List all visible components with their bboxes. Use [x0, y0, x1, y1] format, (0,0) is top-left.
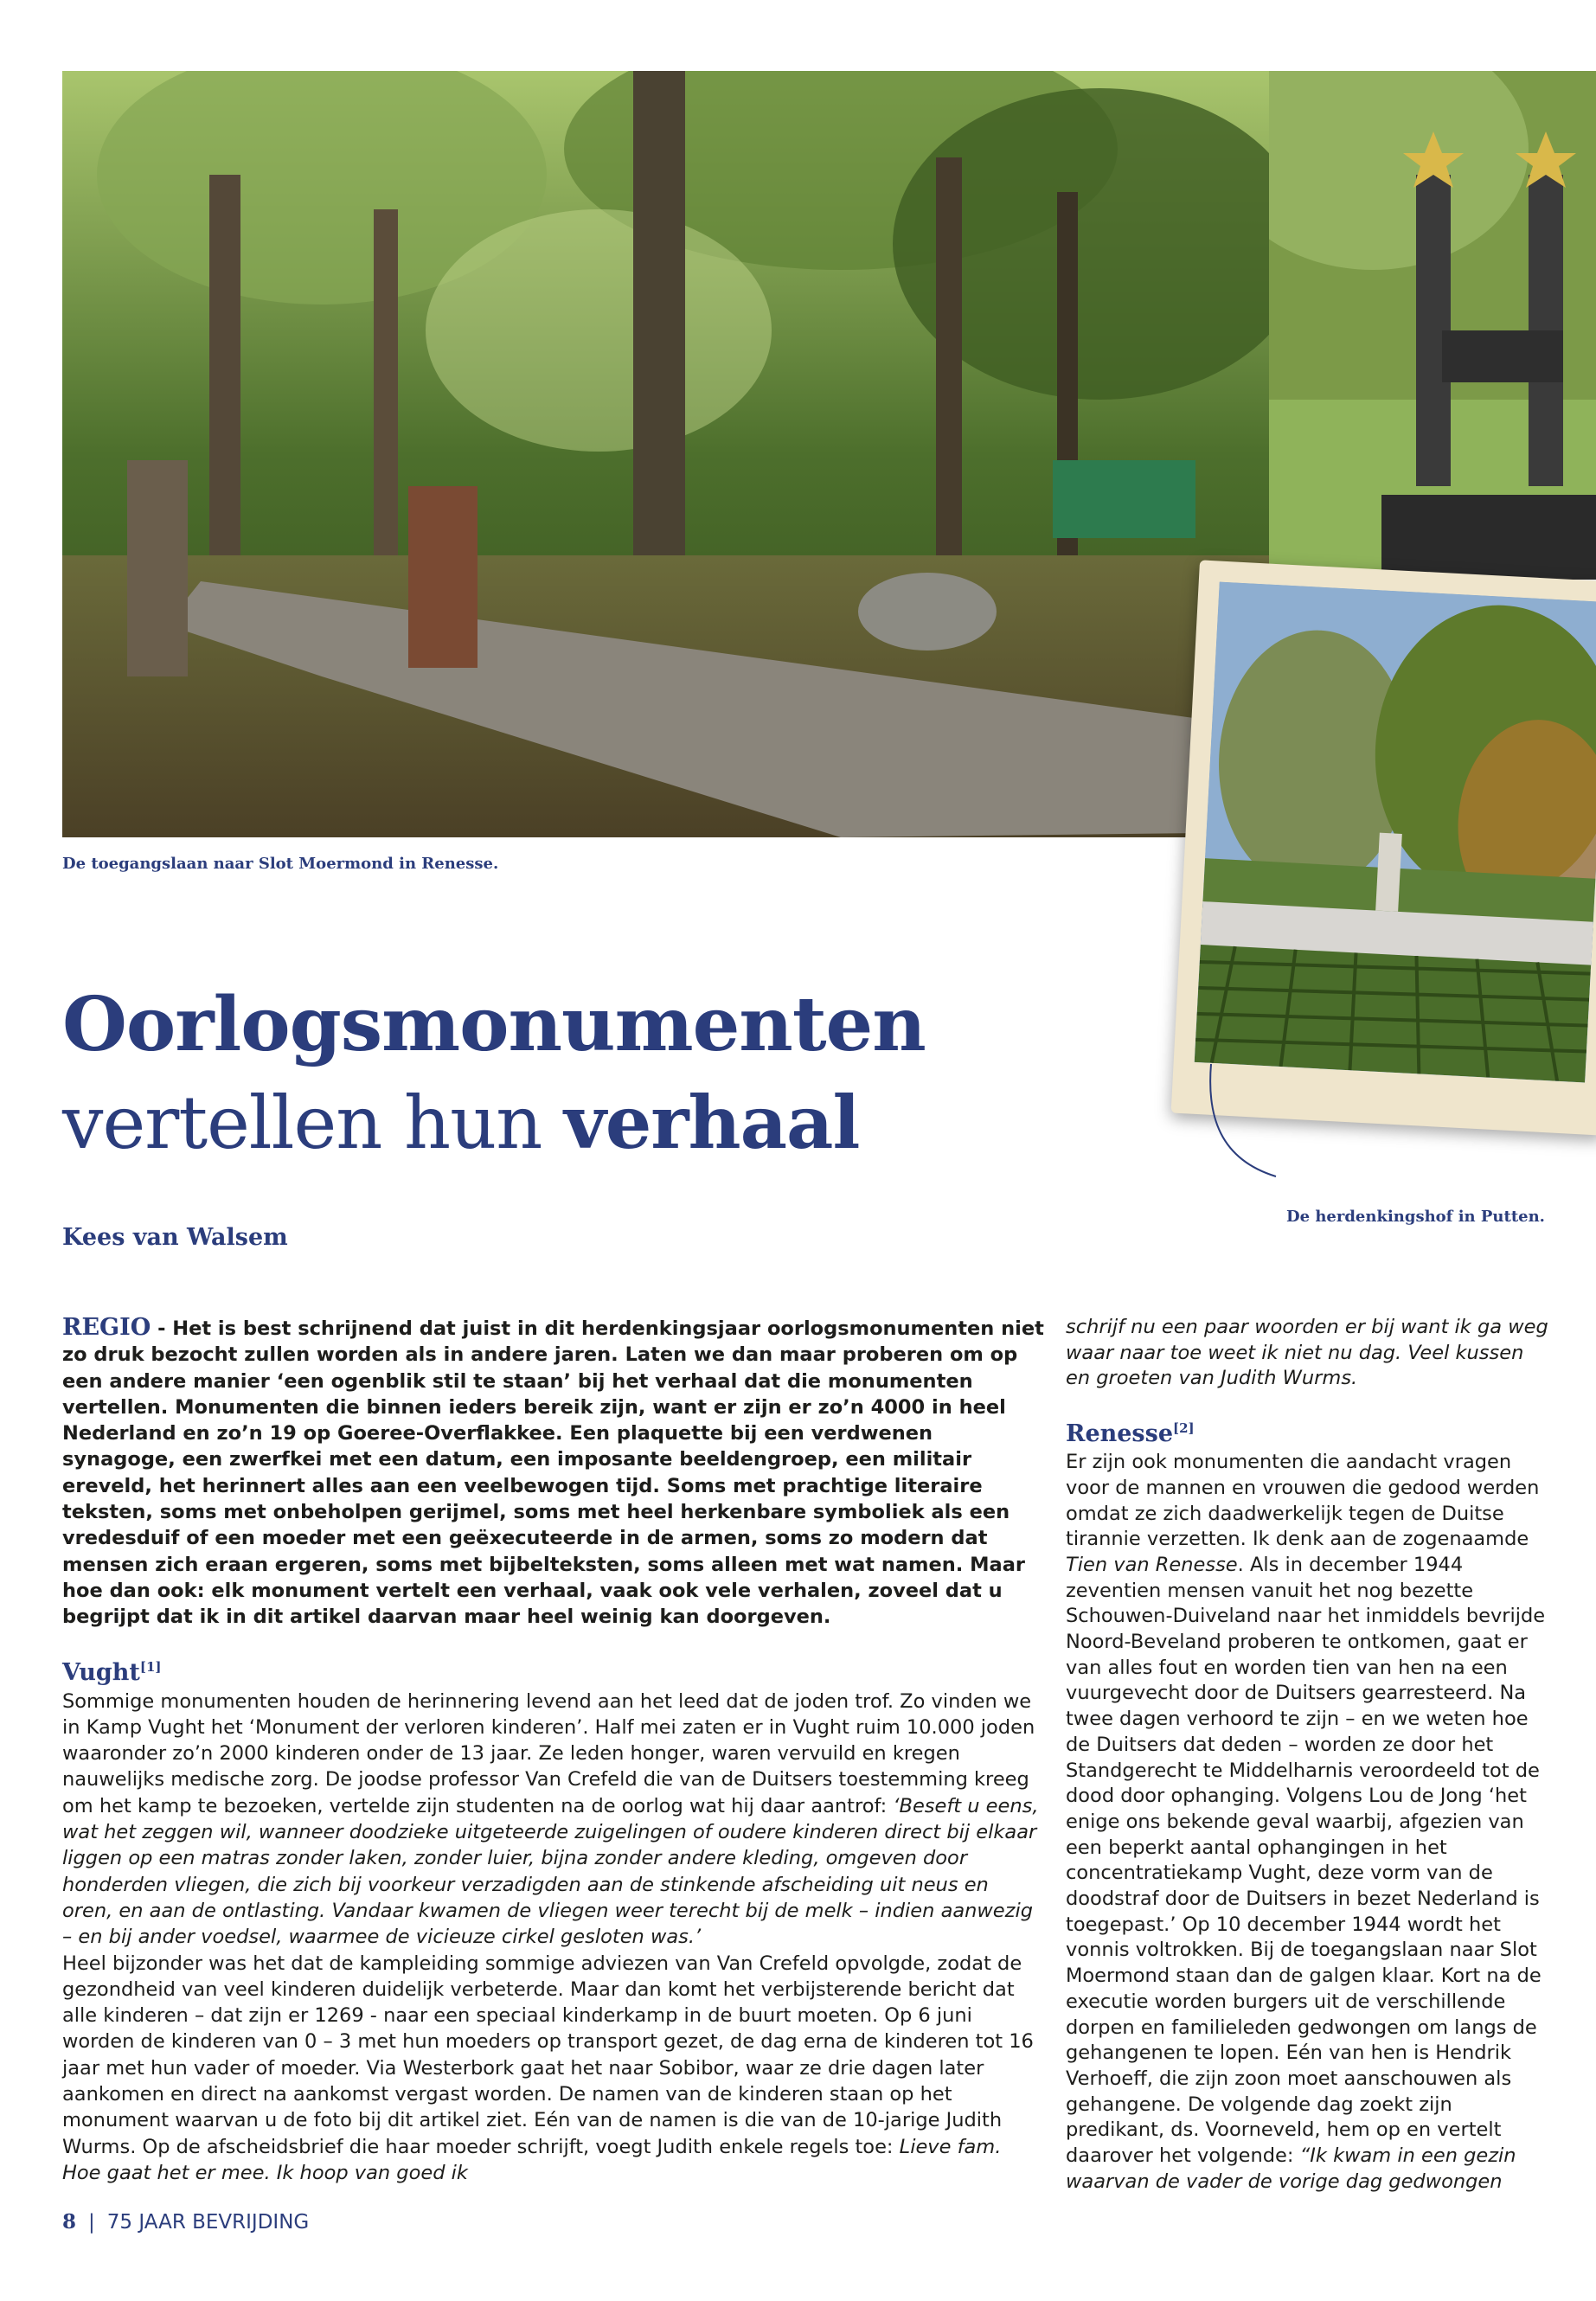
judith-letter: Lieve fam. Hoe gaat het er mee. Ik hoop van goed ik	[62, 2135, 1002, 2184]
renesse-text-b: . Als in december 1944 zeventien mensen vanuit het nog bezette Schouwen-Duiveland naar het inmiddels bevrijde Noord-Beveland proberen te ontkomen, gaat er van alles fout en worden tien van hen na een vuurgevecht door de Duitsers gearresteerd. Na twee dagen verhoord te zijn – en we weten hoe de Duitsers dat deden – worden ze door het Standgerecht te Middelharnis veroordeeld tot de dood door ophanging. Volgens Lou de Jong ‘het enige ons bekende geval waarbij, afgezien van een beperkt aantal ophangingen in het concentratiekamp Vught, deze vorm van de doodstraf door de Duitsers in bezet Nederland is toegepast.’ Op 10 december 1944 wordt het vonnis voltrokken. Bij de toegangslaan naar Slot Moermond staan dan de galgen klaar. Kort na de executie worden burgers uit de verschillende dorpen en familieleden gedwongen om langs de gehangenen te lopen. Eén van hen is Hendrik Verhoeff, die zijn zoon moet aanschouwen als gehangene. De volgende dag zoekt zijn predikant, ds. Voorneveld, hem op en vertelt daarover het volgende:	[1066, 1553, 1546, 2168]
vught-quote: ‘Beseft u eens, wat het zeggen wil, wanneer doodzieke uitgeteerde zuigelingen of oudere kinderen direct bij elkaar liggen op een matras zonder laken, zonder luier, bijna zonder andere kleding, omgeven door honderden vliegen, die zich bij voorkeur verzadigden aan de stinkende afscheiding uit neus en oren, en aan de ontlasting. Vandaar kwamen de vliegen weer terecht bij de melk – indien aanwezig – en bij ander voedsel, waarmee de vicieuze cirkel gesloten was.’	[62, 1794, 1039, 1949]
vught-heading	[62, 1651, 1044, 1689]
renesse-heading-text: Renesse	[1066, 1420, 1174, 1448]
vught-paragraph-1	[62, 1689, 1044, 1951]
renesse-text-a: Er zijn ook monumenten die aandacht vragen voor de mannen en vrouwen die gedood werden omdat ze zich daadwerkelijk tegen de Duitse tirannie verzetten. Ik denk aan de zogenaamde	[1066, 1451, 1540, 1551]
vught-heading-text: Vught	[62, 1658, 140, 1686]
page-footer	[62, 2210, 309, 2234]
intro-text: - Het is best schrijnend dat juist in dit herdenkingsjaar oorlogsmonumenten niet zo druk bezocht zullen worden als in andere jaren. Laten we dan maar proberen om op een andere manier ‘een ogenblik stil te staan’ bij het verhaal dat die monumenten vertellen. Monumenten die binnen ieders bereik zijn, want er zijn er zo’n 4000 in heel Nederland en zo’n 19 op Goeree-Overflakkee. Een plaquette bij een verdwenen synagoge, een zwerfkei met een datum, een imposante beeldengroep, een militair ereveld, het herinnert alles aan een veelbewogen tijd. Soms met prachtige literaire teksten, soms met onbeholpen gerijmel, soms met heel herkenbare symboliek als een vredesduif of een moeder met een geëxecuteerde in de armen, soms zo modern dat mensen zich eraan ergeren, soms met bijbelteksten, soms alleen met wat namen. Maar hoe dan ook: elk monument vertelt een verhaal, vaak ook vele verhalen, zoveel dat u begrijpt dat ik in dit artikel daarvan maar heel weinig kan doorgeven.	[62, 1317, 1044, 1629]
vught-ref: [1]	[139, 1658, 162, 1675]
renesse-ref: [2]	[1173, 1420, 1195, 1437]
section-name: 75 JAAR BEVRIJDING	[106, 2211, 310, 2234]
polaroid-frame	[1171, 560, 1596, 1135]
right-column	[1066, 1315, 1550, 2195]
vught-text: Sommige monumenten houden de herinnering levend aan het leed dat de joden trof. Zo vinden we in Kamp Vught het ‘Monument der verloren kinderen’. Half mei zaten er in Vught ruim 10.000 joden waaronder zo’n 2000 kinderen onder de 13 jaar. Ze leden honger, waren vervuild en kregen nauwelijks medische zorg. De joodse professor Van Crefeld die van de Duitsers toestemming kreeg om het kamp te bezoeken, vertelde zijn studenten na de oorlog wat hij daar aantrof:	[62, 1689, 1035, 1817]
author-byline: Kees van Walsem	[62, 1224, 288, 1251]
herdenkingshof-photo	[1195, 582, 1596, 1083]
tien-van-renesse: Tien van Renesse	[1066, 1553, 1238, 1576]
main-photo-caption: De toegangslaan naar Slot Moermond in Renesse.	[62, 855, 499, 873]
judith-letter-cont: schrijf nu een paar woorden er bij want ik ga weg waar naar toe weet ik niet nu dag. Veel kussen en groeten van Judith Wurms.	[1066, 1316, 1548, 1390]
footer-separator: |	[88, 2211, 95, 2234]
monument-illustration	[1269, 71, 1596, 580]
headline-subtitle	[62, 1080, 860, 1165]
dateline-kicker: REGIO	[62, 1314, 151, 1341]
renesse-heading	[1066, 1413, 1550, 1450]
left-column	[62, 1315, 1044, 2186]
monument-photo	[1269, 71, 1596, 580]
caption-pointer-line	[1194, 1064, 1280, 1194]
subtitle-regular: vertellen hun	[62, 1080, 565, 1165]
letter-continuation	[1066, 1315, 1550, 1392]
subtitle-bold: verhaal	[564, 1080, 860, 1165]
intro-paragraph	[62, 1315, 1044, 1631]
renesse-paragraph	[1066, 1450, 1550, 2195]
polaroid-caption: De herdenkingshof in Putten.	[1286, 1208, 1545, 1226]
vught-text-2: Heel bijzonder was het dat de kampleiding sommige adviezen van Van Crefeld opvolgde, zodat de gezondheid van veel kinderen duidelijk verbeterde. Maar dan komt het verbijsterende bericht dat alle kinderen – dat zijn er 1269 - naar een speciaal kinderkamp in de buurt moeten. Op 6 juni worden de kinderen van 0 – 3 met hun moeders op transport gezet, de dag erna de kinderen tot 16 jaar met hun vader of moeder. Via Westerbork gaat het naar Sobibor, waar ze drie dagen later aankomen en direct na aankomst vergast worden. De namen van de kinderen staan op het monument waarvan u de foto bij dit artikel ziet. Eén van de namen is die van de 10-jarige Judith Wurms. Op de afscheidsbrief die haar moeder schrijft, voegt Judith enkele regels toe:	[62, 1952, 1034, 2158]
voorneveld-quote: “Ik kwam in een gezin waarvan de vader de vorige dag gedwongen	[1066, 2144, 1516, 2193]
vught-paragraph-2	[62, 1951, 1044, 2187]
forest-lane-photo	[62, 71, 1269, 837]
forest-lane-illustration	[62, 71, 1269, 837]
page-number: 8	[62, 2210, 77, 2234]
herdenkingshof-illustration	[1195, 582, 1596, 1083]
headline-title: Oorlogsmonumenten	[62, 981, 926, 1068]
